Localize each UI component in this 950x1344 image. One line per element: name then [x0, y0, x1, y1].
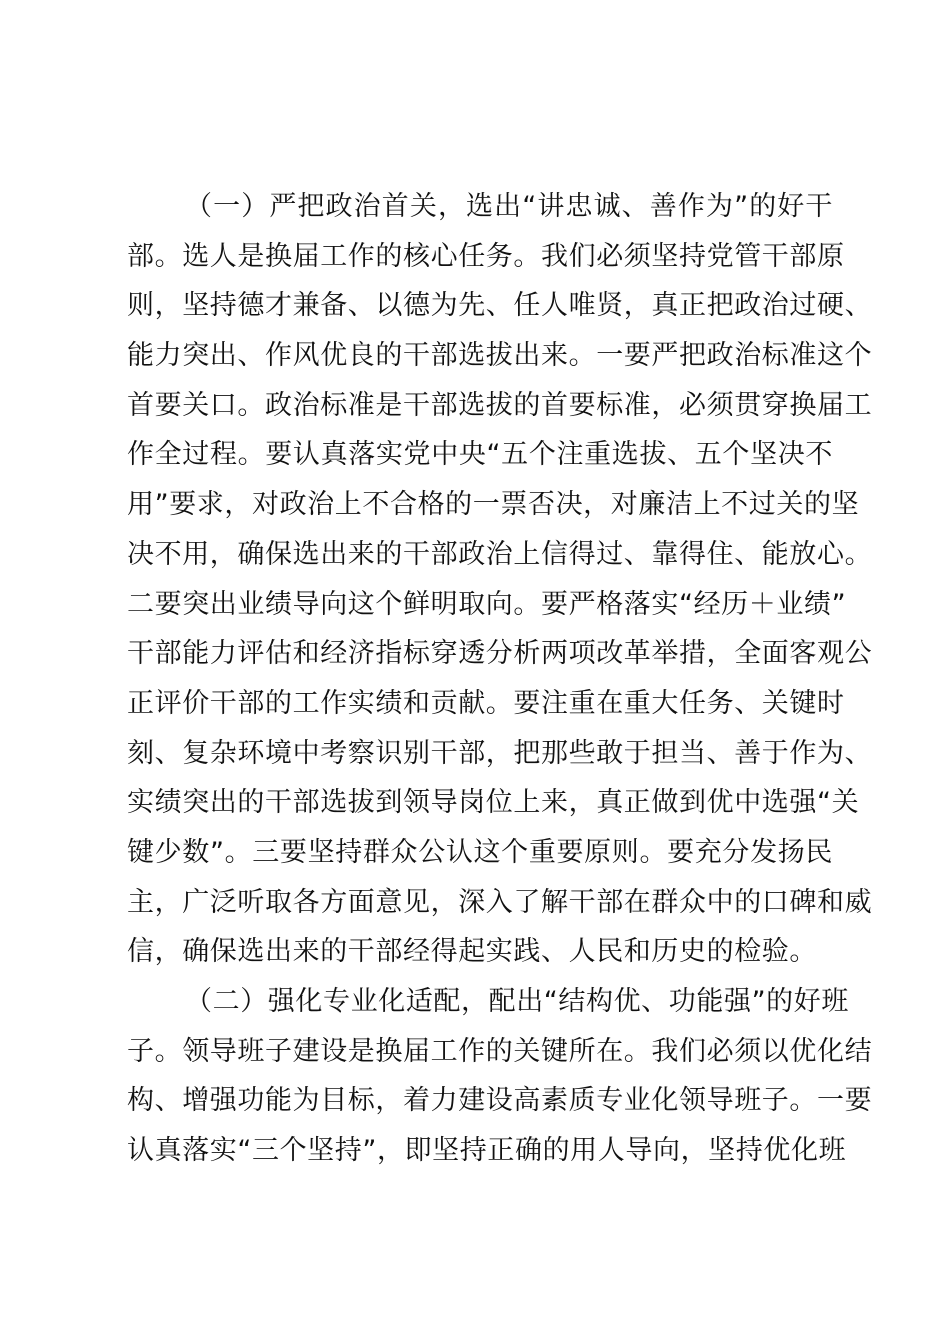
paragraph-1 [127, 182, 873, 977]
text-line: 作全过程。要认真落实党中央“五个注重选拔、五个坚决不 [127, 439, 833, 471]
text-line: 实绩突出的干部选拔到领导岗位上来，真正做到优中选强“关 [127, 787, 860, 819]
text-line: 子。领导班子建设是换届工作的关键所在。我们必须以优化结 [127, 1035, 873, 1067]
text-line: 二要突出业绩导向这个鲜明取向。要严格落实“经历＋业绩” [127, 588, 847, 620]
paragraph-heading-line: （一）严把政治首关，选出“讲忠诚、善作为”的好干 [185, 191, 833, 222]
text-line: 主，广泛听取各方面意见，深入了解干部在群众中的口碑和威 [127, 886, 873, 918]
text-line: 刻、复杂环境中考察识别干部，把那些敢于担当、善于作为、 [127, 737, 873, 769]
text-line: 能力突出、作风优良的干部选拔出来。一要严把政治标准这个 [127, 340, 873, 372]
text-line: 首要关口。政治标准是干部选拔的首要标准，必须贯穿换届工 [127, 389, 873, 421]
text-line: 信，确保选出来的干部经得起实践、人民和历史的检验。 [127, 936, 817, 968]
text-line: 用”要求，对政治上不合格的一票否决，对廉洁上不过关的坚 [127, 489, 860, 521]
text-line: 则，坚持德才兼备、以德为先、任人唯贤，真正把政治过硬、 [127, 290, 873, 322]
document-body [127, 182, 873, 1176]
paragraph-heading-line: （二）强化专业化适配，配出“结构优、功能强”的好班 [185, 986, 849, 1017]
paragraph-2 [127, 977, 873, 1176]
text-line: 认真落实“三个坚持”，即坚持正确的用人导向，坚持优化班 [127, 1135, 847, 1167]
text-line: 部。选人是换届工作的核心任务。我们必须坚持党管干部原 [127, 240, 845, 272]
text-line: 干部能力评估和经济指标穿透分析两项改革举措，全面客观公 [127, 638, 873, 670]
text-line: 构、增强功能为目标，着力建设高素质专业化领导班子。一要 [127, 1085, 873, 1117]
text-line: 正评价干部的工作实绩和贡献。要注重在重大任务、关键时 [127, 687, 845, 719]
text-line: 决不用，确保选出来的干部政治上信得过、靠得住、能放心。 [127, 538, 873, 570]
text-line: 键少数”。三要坚持群众公认这个重要原则。要充分发扬民 [127, 836, 833, 868]
